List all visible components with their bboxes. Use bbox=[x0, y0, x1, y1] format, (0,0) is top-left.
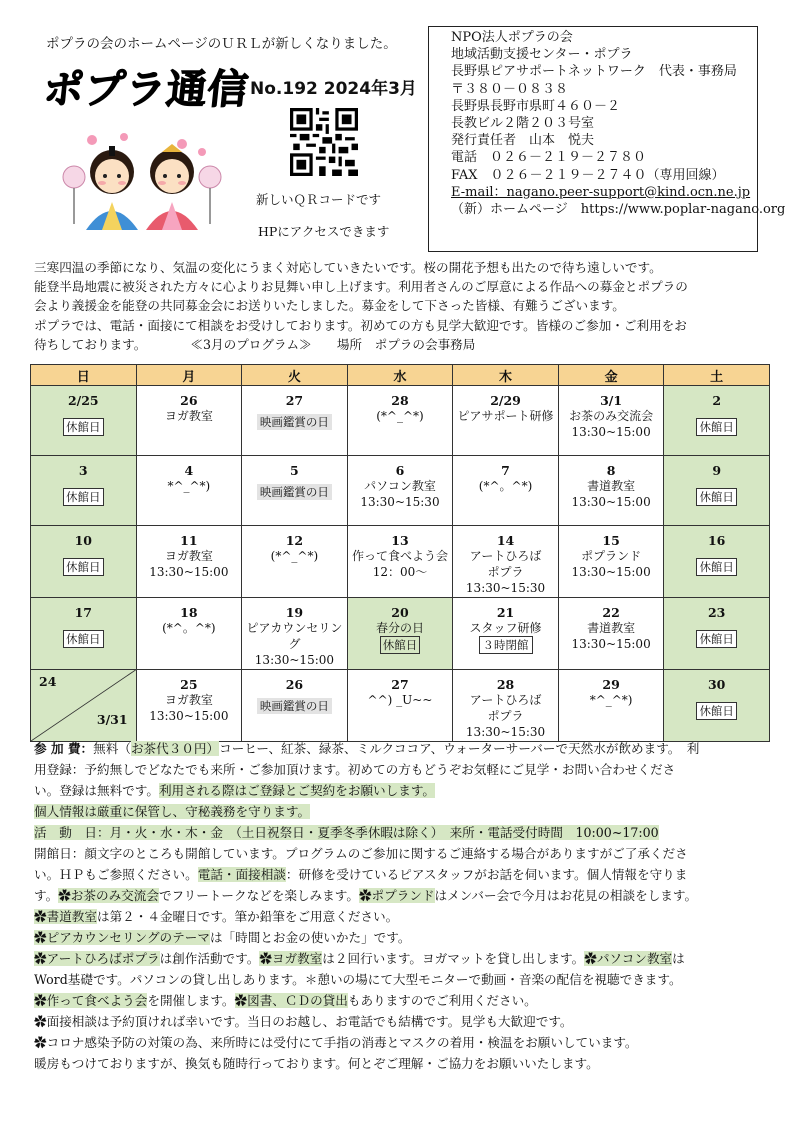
org-email[interactable]: E-mail：nagano.peer-support@kind.ocn.ne.jp bbox=[451, 184, 751, 200]
contract-highlight: 利用される際はご登録とご契約をお願いします。 bbox=[158, 783, 435, 798]
weekday-wed: 水 bbox=[347, 365, 453, 386]
weekday-header-row bbox=[31, 365, 770, 386]
program-text: ヨガ教室 bbox=[164, 409, 213, 423]
weekday-thu: 木 bbox=[453, 365, 559, 386]
day-number: 23 bbox=[707, 605, 726, 620]
program-text: 春分の日 bbox=[375, 621, 424, 635]
day-number: 3 bbox=[78, 463, 88, 478]
day-number: 27 bbox=[391, 677, 409, 692]
program-text: スタッフ研修 bbox=[469, 621, 542, 635]
day-number: 2/29 bbox=[490, 393, 521, 408]
calendar-day-cell bbox=[453, 670, 559, 742]
day-number: 21 bbox=[496, 605, 515, 620]
org-address: 長野県長野市県町４６０－２ bbox=[451, 98, 621, 114]
day-number: 20 bbox=[391, 605, 409, 620]
weekday-tue: 火 bbox=[242, 365, 348, 386]
org-phone: 電話 ０２６－２１９－２７８０ bbox=[451, 150, 647, 166]
calendar-day-cell bbox=[453, 456, 559, 526]
program-text: (*^。^*) bbox=[162, 621, 216, 635]
calendar-day-cell bbox=[31, 386, 137, 456]
program-text: (*^_^*) bbox=[376, 409, 424, 423]
url-change-notice: ポプラの会のホームページのＵＲＬが新しくなりました。 bbox=[46, 36, 397, 52]
program-text: 13:30~15:30 bbox=[465, 725, 546, 739]
peer-counseling-line bbox=[34, 927, 774, 948]
calendar-day-cell bbox=[242, 670, 348, 742]
calendar-day-cell bbox=[347, 526, 453, 598]
peer-counseling-highlight: ✿ピアカウンセリングのテーマ bbox=[34, 930, 210, 945]
issue-number: No.192 2024年3月 bbox=[250, 79, 417, 99]
day-number: 3/1 bbox=[600, 393, 623, 408]
pc-highlight: ✿パソコン教室 bbox=[584, 951, 673, 966]
program-text: お茶のみ交流会 bbox=[569, 409, 654, 423]
calligraphy-line bbox=[34, 906, 774, 927]
day-number: 29 bbox=[602, 677, 620, 692]
tea-party-line bbox=[34, 885, 774, 906]
calendar-day-cell bbox=[664, 526, 770, 598]
org-center: 地域活動支援センター・ポプラ bbox=[451, 47, 633, 63]
weekday-sat: 土 bbox=[664, 365, 770, 386]
march-program-calendar bbox=[30, 364, 770, 742]
hp-reference: い。ＨＰもご参照ください。 bbox=[34, 867, 198, 882]
day-number: 11 bbox=[180, 533, 198, 548]
su: す。 bbox=[34, 888, 59, 903]
day-number: 19 bbox=[285, 605, 304, 620]
day-number: 2 bbox=[712, 393, 722, 408]
intro-line: 三寒四温の季節になり、気温の変化にうまく対応していきたいです。桜の開花予想も出たので待ち遠しいです。 bbox=[34, 260, 662, 275]
org-network: 長野県ピアサポートネットワーク 代表・事務局 bbox=[451, 64, 737, 80]
calendar-day-cell bbox=[347, 598, 453, 670]
weekday-sun: 日 bbox=[31, 365, 137, 386]
program-text: ^^) _U~~ bbox=[367, 693, 433, 707]
weekday-fri: 金 bbox=[558, 365, 664, 386]
cooking-text: を開催します。 bbox=[147, 993, 235, 1008]
calendar-day-cell bbox=[136, 456, 242, 526]
art-text: は創作活動です。 bbox=[159, 951, 260, 966]
yoga-text: は２回行います。ヨガマットを貸し出します。 bbox=[322, 951, 585, 966]
day-number: 13 bbox=[391, 533, 409, 548]
movie-day-label: 映画鑑賞の日 bbox=[257, 484, 332, 500]
yoga-highlight: ✿ヨガ教室 bbox=[259, 951, 323, 966]
program-text: ポプラ bbox=[487, 709, 524, 723]
library-text: もありますのでご利用ください。 bbox=[347, 993, 537, 1008]
closed-day-label: 休館日 bbox=[696, 702, 737, 720]
tea-party-text: でフリートークなどを楽しみます。 bbox=[158, 888, 359, 903]
program-text: 作って食べよう会 bbox=[351, 549, 448, 563]
calendar-day-cell bbox=[664, 598, 770, 670]
calendar-day-cell bbox=[347, 386, 453, 456]
day-number: 27 bbox=[285, 393, 304, 408]
privacy-line bbox=[34, 801, 774, 822]
day-number: 25 bbox=[180, 677, 198, 692]
peer-counseling-text: は「時間とお金の使いかた」です。 bbox=[209, 930, 411, 945]
cooking-library-line bbox=[34, 990, 774, 1011]
movie-day-label: 映画鑑賞の日 bbox=[257, 698, 332, 714]
calendar-day-cell bbox=[242, 526, 348, 598]
day-number: 16 bbox=[707, 533, 726, 548]
day-number-secondary: 3/31 bbox=[96, 712, 128, 727]
program-text: 13:30~15:00 bbox=[571, 565, 651, 579]
calendar-week-row bbox=[31, 670, 770, 742]
fee-free: 無料（ bbox=[93, 741, 131, 756]
closed-day-label: 休館日 bbox=[696, 630, 737, 648]
program-text: ピアカウンセリング bbox=[246, 621, 343, 651]
intro-text bbox=[34, 258, 774, 354]
day-number: 14 bbox=[496, 533, 515, 548]
intro-line: 待ちしております。 ≪3月のプログラム≫ 場所 ポプラの会事務局 bbox=[34, 336, 476, 352]
closed-day-label: 休館日 bbox=[63, 630, 104, 648]
day-number: 2/25 bbox=[67, 393, 99, 408]
program-text: パソコン教室 bbox=[364, 479, 436, 493]
calendar-day-cell bbox=[136, 386, 242, 456]
calendar-day-cell bbox=[558, 456, 664, 526]
calendar-day-cell bbox=[558, 670, 664, 742]
activity-days-line bbox=[34, 822, 774, 843]
calendar-day-cell bbox=[347, 456, 453, 526]
qr-code-icon[interactable] bbox=[290, 108, 358, 176]
org-publisher: 発行責任者 山本 悦夫 bbox=[451, 133, 595, 149]
calendar-week-row bbox=[31, 386, 770, 456]
day-number: 4 bbox=[184, 463, 194, 478]
intro-line: 会より義援金を能登の共同募金会にお送りいたしました。募金をして下さった皆様、有難うございます。 bbox=[34, 298, 625, 314]
consultation-line bbox=[34, 864, 774, 885]
calendar-day-cell bbox=[558, 598, 664, 670]
calendar-day-cell bbox=[347, 670, 453, 742]
calendar-day-cell bbox=[664, 670, 770, 742]
closed-day-label: 休館日 bbox=[63, 418, 104, 436]
calendar-day-cell bbox=[31, 526, 137, 598]
tea-party-highlight: ✿お茶のみ交流会 bbox=[58, 888, 159, 903]
closed-day-label: 休館日 bbox=[696, 558, 737, 576]
day-number: 17 bbox=[74, 605, 92, 620]
org-postal-code: 〒３８０－０８３８ bbox=[451, 81, 569, 97]
program-text: ピアサポート研修 bbox=[457, 409, 554, 423]
day-number: 28 bbox=[496, 677, 515, 692]
reception-hours: （土日祝祭日・夏季冬季休暇は除く） 来所・電話受付時間 10:00~17:00 bbox=[235, 825, 659, 840]
privacy-highlight: 個人情報は厳重に保管し、守秘義務を守ります。 bbox=[34, 804, 311, 819]
calendar-week-row bbox=[31, 526, 770, 598]
program-text: 12：00～ bbox=[372, 565, 428, 579]
calendar-day-cell bbox=[453, 526, 559, 598]
program-text: 13:30~15:00 bbox=[254, 653, 335, 667]
closed-day-label: 休館日 bbox=[380, 636, 421, 654]
calendar-day-cell bbox=[453, 386, 559, 456]
program-text: (*^。^*) bbox=[478, 479, 533, 493]
calendar-day-cell bbox=[242, 598, 348, 670]
program-text: 書道教室 bbox=[587, 621, 636, 635]
program-text: 13:30~15:00 bbox=[149, 709, 229, 723]
day-number: 18 bbox=[180, 605, 198, 620]
early-close-label: ３時閉館 bbox=[479, 636, 533, 654]
popland-text: はメンバー会で今月はお花見の相談をします。 bbox=[434, 888, 698, 903]
program-text: 13:30~15:00 bbox=[571, 495, 651, 509]
tea-fee-highlight: お茶代３０円） bbox=[130, 741, 220, 756]
cooking-highlight: ✿作って食べよう会 bbox=[34, 993, 148, 1008]
day-number: 15 bbox=[602, 533, 620, 548]
calendar-day-cell bbox=[31, 456, 137, 526]
program-text: 13:30~15:00 bbox=[149, 565, 229, 579]
organization-info-box bbox=[428, 26, 786, 252]
intro-line: ポプラでは、電話・面接にて相談をお受けしております。初めての方も見学大歓迎です。皆様のご参加・ご利用をお bbox=[34, 317, 687, 333]
consultation-text: ：研修を受けているピアスタッフがお話を伺います。個人情報を守りま bbox=[285, 867, 688, 882]
day-number: 22 bbox=[602, 605, 620, 620]
info-section bbox=[34, 738, 774, 1074]
program-text: ポプランド bbox=[581, 549, 642, 563]
qr-caption-new-code: 新しいＱＲコードです bbox=[256, 192, 382, 207]
hina-dolls-icon bbox=[62, 132, 222, 232]
program-text: 13:30~15:00 bbox=[571, 637, 651, 651]
calendar-day-cell bbox=[558, 386, 664, 456]
day-number: 7 bbox=[501, 463, 510, 478]
calendar-day-cell bbox=[558, 526, 664, 598]
day-number: 24 bbox=[39, 674, 57, 689]
day-number: 26 bbox=[180, 393, 198, 408]
program-text: (*^_^*) bbox=[270, 549, 319, 563]
closed-day-label: 休館日 bbox=[696, 418, 737, 436]
calendar-week-row bbox=[31, 598, 770, 670]
closed-day-label: 休館日 bbox=[696, 488, 737, 506]
day-number: 8 bbox=[606, 463, 616, 478]
program-text: ヨガ教室 bbox=[164, 549, 213, 563]
calendar-day-cell bbox=[242, 386, 348, 456]
day-number: 28 bbox=[391, 393, 409, 408]
consultation-highlight: 電話・面接相談 bbox=[197, 867, 286, 882]
registration-line-2 bbox=[34, 780, 774, 801]
library-highlight: ✿図書、ＣＤの貸出 bbox=[234, 993, 348, 1008]
program-text: ヨガ教室 bbox=[164, 693, 213, 707]
popland-highlight: ✿ポプランド bbox=[358, 888, 435, 903]
movie-day-label: 映画鑑賞の日 bbox=[257, 414, 332, 430]
org-building: 長教ビル２階２０３号室 bbox=[451, 116, 595, 132]
calendar-day-cell bbox=[136, 526, 242, 598]
registration-line: 用登録：予約無しでどなたでも来所・ご参加頂けます。初めての方もどうぞお気軽にご見学・お問い合わせくださ bbox=[34, 762, 676, 777]
activity-days: 活 動 日：月・火・水・木・金 bbox=[34, 825, 236, 840]
calendar-day-cell bbox=[664, 456, 770, 526]
pc-detail-line: Word基礎です。パソコンの貸し出しあります。＊憩いの場にて大型モニターで動画・音楽の配信を視聴できます。 bbox=[34, 972, 682, 987]
calendar-day-cell bbox=[664, 386, 770, 456]
calendar-day-cell bbox=[136, 598, 242, 670]
day-number: 10 bbox=[74, 533, 92, 548]
intro-line: 能登半島地震に被災された方々に心よりお見舞い申し上げます。利用者さんのご厚意による作品への募金とポプラの bbox=[34, 279, 688, 295]
program-text: 13:30~15:00 bbox=[571, 425, 651, 439]
program-text: *^_^*) bbox=[589, 693, 633, 707]
day-number: 26 bbox=[285, 677, 304, 692]
program-text: アートひろば bbox=[469, 693, 542, 707]
closed-day-label: 休館日 bbox=[63, 558, 104, 576]
calendar-day-cell bbox=[242, 456, 348, 526]
weekday-mon: 月 bbox=[136, 365, 242, 386]
pc-ha: は bbox=[672, 951, 685, 966]
day-number: 6 bbox=[395, 463, 405, 478]
program-text: *^_^*) bbox=[167, 479, 211, 493]
program-text: 書道教室 bbox=[587, 479, 636, 493]
org-homepage[interactable]: （新）ホームページ https://www.poplar-nagano.org bbox=[451, 202, 786, 218]
qr-caption-hp-access: HPにアクセスできます bbox=[258, 224, 390, 239]
fee-label: 参 加 費： bbox=[34, 741, 94, 756]
program-text: ポプラ bbox=[487, 565, 524, 579]
calligraphy-text: は第２・４金曜日です。筆か鉛筆をご用意ください。 bbox=[96, 909, 399, 924]
registration-free: い。登録は無料です。 bbox=[34, 783, 159, 798]
day-number: 5 bbox=[290, 463, 299, 478]
program-text: 13:30~15:30 bbox=[465, 581, 546, 595]
calendar-day-cell bbox=[31, 598, 137, 670]
calendar-week-row bbox=[31, 456, 770, 526]
calendar-day-cell bbox=[453, 598, 559, 670]
day-number: 30 bbox=[707, 677, 726, 692]
program-text: アートひろば bbox=[469, 549, 542, 563]
art-highlight: ✿アートひろばポプラ bbox=[34, 951, 160, 966]
day-number: 12 bbox=[285, 533, 304, 548]
drinks-text: コーヒー、紅茶、緑茶、ミルクココア、ウォーターサーバーで天然水が飲めます。 利 bbox=[219, 741, 700, 756]
heating-line: 暖房もつけておりますが、換気も随時行っております。何とぞご理解・ご協力をお願いいたします。 bbox=[34, 1056, 599, 1071]
day-number: 9 bbox=[712, 463, 722, 478]
closed-day-label: 休館日 bbox=[63, 488, 104, 506]
art-yoga-pc-line bbox=[34, 948, 774, 969]
calendar-day-cell bbox=[31, 670, 137, 742]
covid-line: ✿コロナ感染予防の対策の為、来所時には受付にて手指の消毒とマスクの着用・検温をお願いしています。 bbox=[34, 1035, 638, 1050]
program-text: 13:30~15:30 bbox=[360, 495, 440, 509]
calendar-day-cell bbox=[136, 670, 242, 742]
org-name: NPO法人ポプラの会 bbox=[451, 30, 573, 45]
org-fax: FAX ０２６－２１９－２７４０（専用回線） bbox=[451, 167, 725, 183]
newsletter-logo: ポプラ通信 bbox=[41, 67, 252, 113]
open-days-line: 開館日：顔文字のところも開館しています。プログラムのご参加に関するご連絡する場合がありますがご了承くださ bbox=[34, 846, 688, 861]
fee-line bbox=[34, 738, 774, 759]
calligraphy-highlight: ✿書道教室 bbox=[34, 909, 97, 924]
interview-line: ✿面接相談は予約頂ければ幸いです。当日のお越し、お電話でも結構です。見学も大歓迎です。 bbox=[34, 1014, 573, 1029]
